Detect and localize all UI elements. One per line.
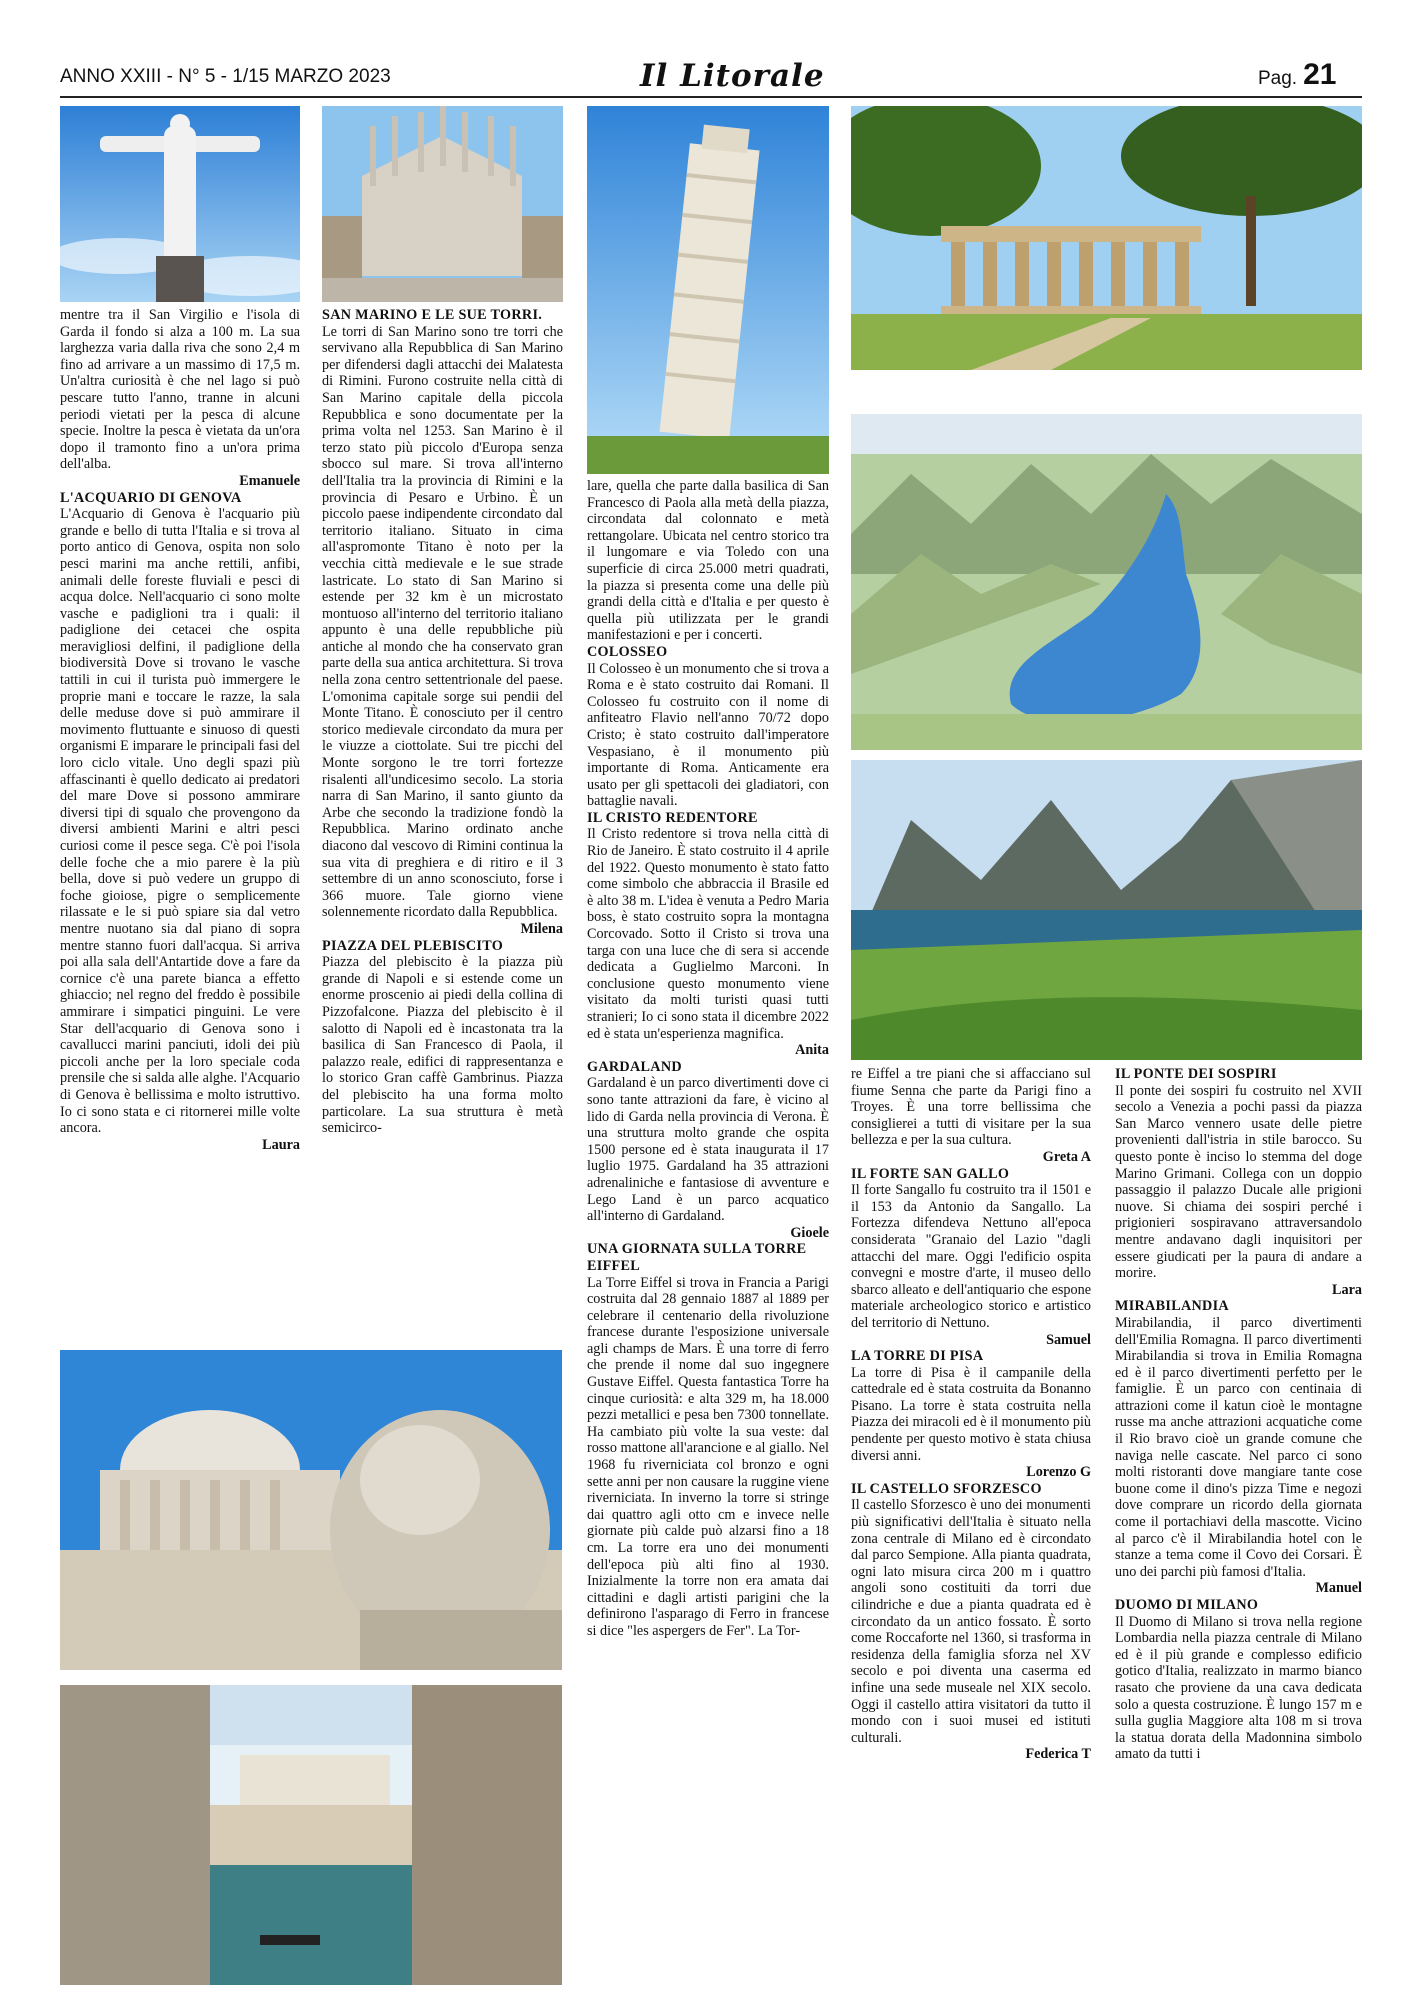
newspaper-title: Il Litorale	[640, 58, 825, 94]
photo-cristo-redentore	[60, 106, 300, 302]
article-title: IL CRISTO REDENTORE	[587, 809, 758, 826]
author-signature: Manuel	[1315, 1580, 1362, 1597]
article-text: Il Duomo di Milano si trova nella regione Lombardia nella piazza centrale di Milano ed è il più grande e complesso edificio gotico d'Italia, realizzato in marmo bianco rasato che proviene da una cava dedicata solo a questa costruzione. È lungo 157 m e sulla guglia Maggiore alta 108 m si trova la statua dorata della Madonnina simbolo amato da tutti i	[1115, 1613, 1362, 1763]
article-title: IL CASTELLO SFORZESCO	[851, 1480, 1042, 1497]
article-text: lare, quella che parte dalla basilica di San Francesco di Paola alla metà della piazza, circondata dal colonnato e metà rettangolare. Ubicata nel centro storico tra il lungomare e via Toledo con una superficie di circa 25.000 metri quadrati, la piazza si presenta come una delle più grandi della città e d'Italia e per questo è quella più utilizzata per le grandi manifestazioni e per i concerti.	[587, 478, 829, 644]
column-1	[60, 307, 300, 1153]
article-text: Mirabilandia, il parco divertimenti dell'Emilia Romagna. Il parco divertimenti Mirabilandia si trova in Emilia Romagna ed è il parco divertimenti perfetto per le famiglie. È un parco con centinaia di attrazioni come il katun cioè le montagne russe ma anche attrazioni acquatiche come il Rio bravo cioè un grande comune che naviga nelle cascate. Nel parco ci sono molti ristoranti dove mangiare tante cose buone come il dino's pizza Time e negozi dove comprare un ricordo della giornata come il portachiavi della mascotte. Vicino al parco c'è il Mirabilandia hotel con le stanze a tema come il Covo dei Corsari. È uno dei parchi più famosi d'Italia.	[1115, 1314, 1362, 1580]
article-text: L'Acquario di Genova è l'acquario più grande e bello di tutta l'Italia e si trova al porto antico di Genova, ospita non solo pesci marini ma anche rettili, anfibi, animali delle foreste fluviali e pesci di acqua dolce. Nell'acquario ci sono molte vasche e padiglioni tra i quali: il padiglione dei cetacei che ospita meravigliosi delfini, il padiglione della biodiversità Dove si trovano le vasche tattili in cui il turista può immergere le proprie mani e toccare le razze, la sala delle meduse dove si può ammirare il movimento fluttuante e sinuoso di questi organismi E imparare le principali fasi del loro ciclo vitale. Uno degli spazi più affascinanti è quello dedicato ai predatori del mare Dove si possono ammirare diversi tipi di squalo che provengono da diversi ambienti Marini e altri pesci curiosi come il pesce sega. C'è poi l'isola delle foche che a mio parere è la più bella, dove si può vedere un gruppo di foche gioiose, pigre o semplicemente rilassate e le si può spiare sia dal vetro mentre nuotano sia dal piano di sopra mentre stanno fuori dall'acqua. Si arriva poi alla sala dell'Antartide dove a fare da cornice c'è una parete bianca a effetto ghiaccio; nel regno del freddo è possibile ammirare i simpatici pinguini. Le vere Star dell'acquario di Genova sono i cavallucci marini panciuti, idoli dei più piccoli anche per la loro speciale coda prensile che si salda alle alghe. l'Acquario di Genova è bellissima e molto istruttivo. Io ci sono stata e ci ritornerei mille volte ancora.	[60, 506, 300, 1137]
map-lago-di-garda	[851, 414, 1362, 750]
photo-lago-mountains	[851, 760, 1362, 1060]
garda-article-text: mentre tra il San Virgilio e l'isola di Garda il fondo si alza a 100 m. La sua larghezza varia dalla riva che sono 2,4 m fino ad arrivare a un massimo di 17,5 m. Un'altra curiosità è che nel lago si può pescare tutto l'anno, tranne in alcuni periodi vietati per la pesca di alcune specie. Inoltre la pesca è vietata da un'ora dopo il tramonto fino a un'ora prima dell'alba.	[60, 307, 300, 473]
article-title: COLOSSEO	[587, 643, 668, 660]
author-signature: Laura	[262, 1136, 300, 1153]
article-text: Gardaland è un parco divertimenti dove ci sono tante attrazioni da fare, è vicino al lido di Garda nella provincia di Verona. È una struttura molto grande che ospita 1500 persone ed è stata inaugurata il 17 luglio 1975. Gardaland ha 35 attrazioni adrenaliniche e fantasiose di avventure e Lego Land è un parco acquatico all'interno di Gardaland.	[587, 1075, 829, 1225]
article-text: La torre di Pisa è il campanile della cattedrale ed è stata costruita da Bonanno Pisano. La torre è stata costruita nella Piazza dei miracoli ed è il monumento più pendente per questo motivo è stata chiusa diversi anni.	[851, 1364, 1091, 1464]
article-title: SAN MARINO E LE SUE TORRI.	[322, 307, 543, 323]
author-signature: Greta A	[1042, 1148, 1091, 1165]
author-signature: Emanuele	[239, 472, 300, 489]
article-text: Il ponte dei sospiri fu costruito nel XVII secolo a Venezia a pochi passi da piazza San Marco vennero usate delle pietre provenienti dall'istria in stile barocco. Su questo ponte è inciso lo stemma del doge Marino Grimani. Collega con un doppio passaggio il palazzo Ducale alle prigioni nuove. Si chiama dei sospiri perché i prigionieri sospiravano attraversandolo mentre andavano dagli inquisitori per essere giudicati per la paura di andare a morire.	[1115, 1082, 1362, 1282]
header-rule	[60, 96, 1362, 98]
author-signature: Anita	[795, 1042, 829, 1059]
article-title: PIAZZA DEL PLEBISCITO	[322, 937, 504, 954]
photo-paestum-temple	[851, 106, 1362, 370]
article-title: LA TORRE DI PISA	[851, 1348, 984, 1365]
column-4	[851, 1066, 1091, 1763]
article-title: IL PONTE DEI SOSPIRI	[1115, 1066, 1277, 1082]
photo-torre-pisa	[587, 106, 829, 474]
column-5	[1115, 1066, 1362, 1763]
column-3	[587, 478, 829, 1640]
author-signature: Lara	[1332, 1281, 1362, 1298]
article-text: Il forte Sangallo fu costruito tra il 1501 e il 153 da Antonio da Sangallo. La Fortezza difendeva Nettuno all'epoca considerata "Granaio del Lazio "dagli attacchi del mare. Oggi l'edificio ospita convegni e mostre d'arte, il museo dello sbarco alleato e dell'antiquario che espone materiale archeologico storico e artistico del territorio di Nettuno.	[851, 1182, 1091, 1331]
photo-duomo-milano	[322, 106, 563, 302]
article-text: Piazza del plebiscito è la piazza più grande di Napoli e si estende come un enorme proscenio ai piedi della collina di Pizzofalcone. Piazza del plebiscito è il salotto di Napoli ed è incastonata tra la basilica di San Francesco di Paola, il palazzo reale, edifici di rappresentanza e lo storico Gran caffè Gambrinus. Piazza del plebiscito ha una forma molto particolare. La sua struttura è metà semicirco-	[322, 954, 563, 1137]
article-title: DUOMO DI MILANO	[1115, 1597, 1259, 1613]
author-signature: Gioele	[790, 1224, 829, 1241]
page-number	[1258, 58, 1336, 92]
author-signature: Milena	[520, 920, 563, 937]
page-label: Pag.	[1258, 68, 1298, 89]
article-title: GARDALAND	[587, 1058, 682, 1075]
author-signature: Samuel	[1046, 1331, 1091, 1348]
column-2	[322, 307, 563, 1137]
article-title: L'ACQUARIO DI GENOVA	[60, 489, 242, 506]
article-title: UNA GIORNATA SULLA TORRE EIFFEL	[587, 1241, 807, 1274]
article-title: IL FORTE SAN GALLO	[851, 1165, 1010, 1182]
article-text: Il castello Sforzesco è uno dei monumenti più significativi dell'Italia è situato nella zona centrale di Milano ed è circondato dal parco Sempione. Alla pianta quadrata, ogni lato misura circa 200 m i quattro angoli sono costituiti da torri due cilindriche e due a pianta quadrata ed è circondato da un antico fossato. È sorto come Roccaforte nel 1360, si trasforma in residenza della famiglia sforza nel XV secolo e poi diventa una caserma ed infine una sede museale nel XIX secolo. Oggi il castello attira visitatori da tutto il mondo con i suoi musei ed istituti culturali.	[851, 1497, 1091, 1746]
article-text: Il Cristo redentore si trova nella città di Rio de Janeiro. È stato costruito il 4 aprile del 1922. Questo monumento è stato fatto come simbolo che abbraccia il Brasile ed è alto 38 m. L'idea è venuta a Pedro Maria boss, è stato costruito sopra la montagna Corcovado. Sotto il Cristo si trova una targa con una luce che di sera si accende dedicata a Guglielmo Marconi. In conclusione questo monumento viene visitato da molti turisti quasi tutti stranieri; Io ci sono stata il dicembre 2022 ed è stata un'esperienza magnifica.	[587, 826, 829, 1042]
article-text: Le torri di San Marino sono tre torri che servivano alla Repubblica di San Marino per difendersi dagli attacchi dei Malatesta di Rimini. Furono costruite nella città di San Marino capitale della piccola Repubblica e sono documentate per la prima volta nel 1253. San Marino è il terzo stato più piccolo d'Europa senza sbocco sul mare. Si trova all'interno dell'Italia tra la provincia di Rimini e la provincia di Pesaro e Urbino. È un piccolo paese indipendente circondato dal territorio italiano. Situato in cima all'aspromonte Titano è noto per la vecchia città medievale e le sue strade lastricate. Lo stato di San Marino si estende per 32 km è un microstato montuoso all'interno del territorio italiano appunto è una delle repubbliche più antiche al mondo che ha conservato gran parte della sua antica architettura. Si trova nella zona centro settentrionale del paese. L'omonima capitale sorge sui pendii del Monte Titano. È conosciuto per il centro storico medievale circondato da mura per le viuzze a ciottolate. Sui tre picchi del Monte sorgono le tre torri fortezze risalenti all'undicesimo secolo. La storia narra di San Marino, il santo giunto da Arbe che secondo la tradizione fondò la Repubblica. Marino ordinato anche diacono dal vescovo di Rimini continua la sua vita di preghiera e di ritiro e il 3 settembre di un anno sconosciuto, forse i 366 muore. Tale giorno viene solennemente ricordato dalla Repubblica.	[322, 323, 563, 921]
author-signature: Lorenzo G	[1026, 1464, 1091, 1481]
issue-info: ANNO XXIII - N° 5 - 1/15 MARZO 2023	[60, 66, 391, 87]
author-signature: Federica T	[1025, 1746, 1091, 1763]
article-title: MIRABILANDIA	[1115, 1298, 1229, 1315]
article-text: La Torre Eiffel si trova in Francia a Parigi costruita dal 28 gennaio 1887 al 1889 per celebrare il centenario della rivoluzione francese durante l'esposizione universale agli champs de Mars. È una torre di ferro che prende il nome dal suo ingegnere Gustave Eiffel. Questa fantastica Torre ha cinque curiosità: e alta 329 m, ha 18.000 pezzi metallici e pesa ben 7300 tonnellate. Ha cambiato più volte la sua veste: dal rosso mattone all'arancione e al giallo. Nel 1968 fu riverniciata col bronzo e ogni sette anni per non causare la ruggine viene riverniciata. In inverno la torre si stringe dai quattro agli otto cm e invece nelle giornate più calde può alzarsi fino a 18 cm. La torre era uno dei monumenti dell'epoca più alti fino al 1930. Inizialmente la torre non era amata dai cittadini e dagli artisti parigini che la definirono l'asparago di Ferro in francese si dice "les aspergers de Fer". La Tor-	[587, 1274, 829, 1639]
page-number-value: 21	[1303, 58, 1337, 91]
article-text: Il Colosseo è un monumento che si trova a Roma e è stato costruito dai Romani. Il Colosseo fu costruito con il nome di anfiteatro Flavio nell'anno 70/72 dopo Cristo; è stato costruito dall'imperatore Vespasiano, è il monumento più importante di Roma. Anticamente era usato per gli spettacoli dei gladiatori, con battaglie navali.	[587, 660, 829, 810]
photo-napoli-lion	[60, 1350, 562, 1670]
photo-ponte-dei-sospiri	[60, 1685, 562, 1985]
article-text: re Eiffel a tre piani che si affacciano sul fiume Senna che parte da Parigi fino a Troyes. È una torre bellissima che consiglierei a tutti di visitare per la sua bellezza e per la sua cultura.	[851, 1066, 1091, 1149]
